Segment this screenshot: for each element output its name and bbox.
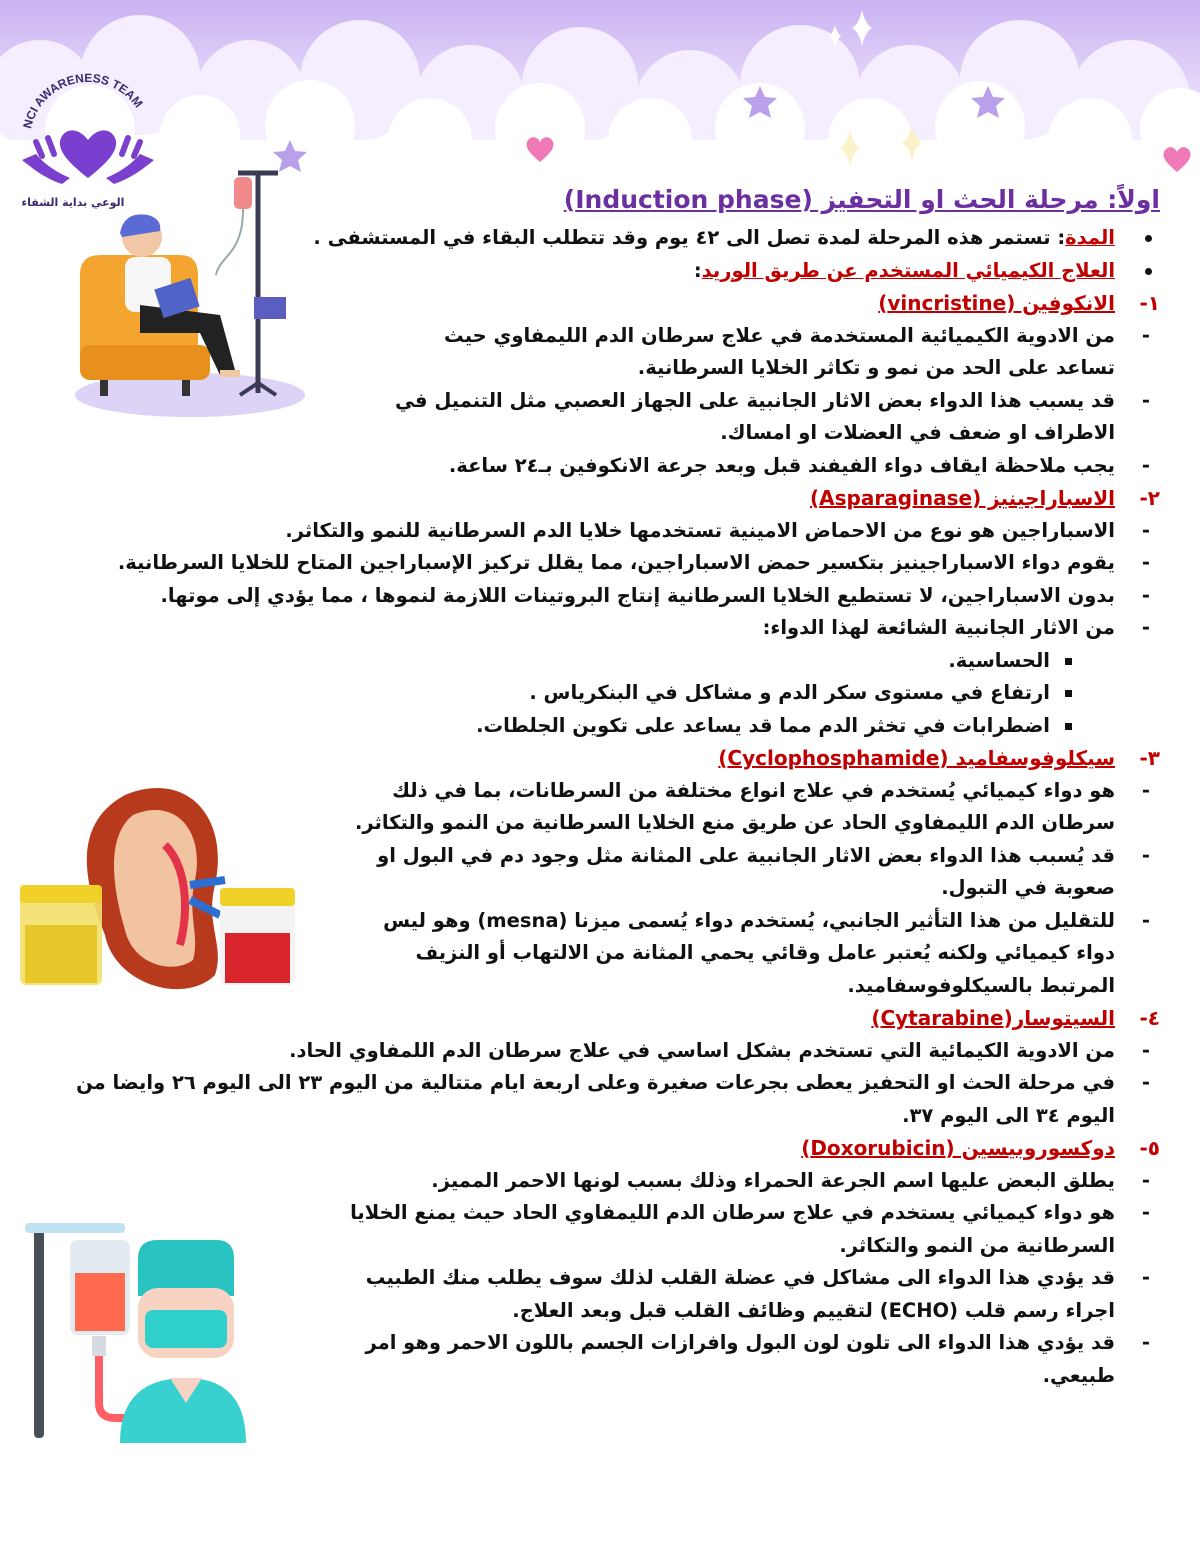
drug-name: السيتوسار(Cytarabine) bbox=[871, 1006, 1115, 1030]
page-title: اولاً: مرحلة الحث او التحفيز (Induction phase) bbox=[563, 185, 1160, 214]
list-item: - الاسباراجين هو نوع من الاحماض الامينية تستخدمها خلايا الدم السرطانية للنمو والتكاثر. bbox=[285, 518, 1150, 542]
drug-name: سيكلوفوسفاميد (Cyclophosphamide) bbox=[718, 746, 1115, 770]
drug-number: ٥- bbox=[1139, 1136, 1160, 1160]
list-item-text: الاسباراجين هو نوع من الاحماض الامينية تستخدمها خلايا الدم السرطانية للنمو والتكاثر. bbox=[285, 518, 1115, 542]
drug-name: الانكوفين (vincristine) bbox=[878, 291, 1115, 315]
list-item: - قد يؤدي هذا الدواء الى تلون لون البول وافرازات الجسم باللون الاحمر وهو امر طبيعي. bbox=[365, 1331, 1150, 1387]
list-item: - من الادوية الكيمائية التي تستخدم بشكل اساسي في علاج سرطان الدم اللمفاوي الحاد. bbox=[289, 1038, 1150, 1062]
side-effect-item: ارتفاع في مستوى سكر الدم و مشاكل في البنكرياس . bbox=[70, 677, 1160, 710]
list-item-text: للتقليل من هذا التأثير الجانبي، يُستخدم دواء يُسمى ميزنا (mesna) وهو ليس دواء كيميائي ولكنه يُعتبر عامل وقائي يحمي المثانة من الالتهاب أو النزيف المرتبط بالسيكلوفوسفاميد. bbox=[383, 908, 1115, 997]
list-item: - يجب ملاحظة ايقاف دواء الفيفند قبل وبعد جرعة الانكوفين بـ٢٤ ساعة. bbox=[448, 453, 1150, 477]
list-item-text: من الاثار الجانبية الشائعة لهذا الدواء: bbox=[762, 616, 1115, 639]
list-item-text: قد يؤدي هذا الدواء الى مشاكل في عضلة القلب لذلك سوف يطلب منك الطبيب اجراء رسم قلب (ECHO) لتقييم وظائف القلب قبل وبعد العلاج. bbox=[365, 1266, 1115, 1322]
list-item-text: بدون الاسباراجين، لا تستطيع الخلايا السرطانية إنتاج البروتينات اللازمة لنموها ، مما يؤدي إلى موتها. bbox=[160, 583, 1115, 607]
list-item: - قد يُسبب هذا الدواء بعض الاثار الجانبية على المثانة مثل وجود دم في البول او صعوبة في التبول. bbox=[377, 843, 1150, 899]
list-item: - في مرحلة الحث او التحفيز يعطى بجرعات صغيرة وعلى اربعة ايام متتالية من اليوم ٢٣ الى اليوم ٢٦ وايضا من اليوم ٣٤ الى اليوم ٣٧. bbox=[76, 1071, 1150, 1127]
drug-number: ١- bbox=[1139, 291, 1160, 315]
list-item-text: هو دواء كيميائي يستخدم في علاج سرطان الدم الليمفاوي الحاد حيث يمنع الخلايا السرطانية من النمو والتكاثر. bbox=[350, 1201, 1115, 1257]
list-item-text: قد يُسبب هذا الدواء بعض الاثار الجانبية على المثانة مثل وجود دم في البول او صعوبة في التبول. bbox=[377, 843, 1115, 899]
side-effect-item: اضطرابات في تخثر الدم مما قد يساعد على تكوين الجلطات. bbox=[70, 710, 1160, 743]
list-item-text: يقوم دواء الاسباراجينيز بتكسير حمض الاسباراجين، مما يقلل تركيز الإسباراجين المتاح للخلايا السرطانية. bbox=[117, 551, 1115, 574]
list-item-text: قد يسبب هذا الدواء بعض الاثار الجانبية على الجهاز العصبي مثل التنميل في الاطراف او ضعف في العضلات او امساك. bbox=[395, 388, 1115, 444]
list-item-text: يجب ملاحظة ايقاف دواء الفيفند قبل وبعد جرعة الانكوفين بـ٢٤ ساعة. bbox=[448, 453, 1115, 477]
list-item: - قد يؤدي هذا الدواء الى مشاكل في عضلة القلب لذلك سوف يطلب منك الطبيب اجراء رسم قلب (ECHO) لتقييم وظائف القلب قبل وبعد العلاج. bbox=[365, 1266, 1150, 1322]
list-item-text: هو دواء كيميائي يُستخدم في علاج انواع مختلفة من السرطانات، بما في ذلك سرطان الدم الليمفاوي الحاد عن طريق منع الخلايا السرطانية من النمو والتكاثر. bbox=[354, 778, 1115, 834]
drug-number: ٢- bbox=[1139, 486, 1160, 510]
side-effect-item: الحساسية. bbox=[70, 645, 1160, 678]
list-item-text: من الادوية الكيمائية التي تستخدم بشكل اساسي في علاج سرطان الدم اللمفاوي الحاد. bbox=[289, 1038, 1115, 1062]
drug-heading-asparaginase bbox=[70, 482, 1160, 515]
cloud-header-decoration bbox=[0, 0, 1200, 175]
drug-name: دوكسوروبيسين (Doxorubicin) bbox=[801, 1136, 1115, 1160]
logo-tagline: الوعي بداية الشفاء bbox=[21, 196, 125, 209]
list-item-text: قد يؤدي هذا الدواء الى تلون لون البول وافرازات الجسم باللون الاحمر وهو امر طبيعي. bbox=[365, 1331, 1115, 1387]
list-item: - من الادوية الكيميائية المستخدمة في علاج سرطان الدم الليمفاوي حيث تساعد على الحد من نمو و تكاثر الخلايا السرطانية. bbox=[444, 323, 1150, 379]
drug-heading-cytarabine bbox=[70, 1002, 1160, 1035]
drug-heading-cyclophosphamide bbox=[70, 742, 1160, 775]
list-item: - يقوم دواء الاسباراجينيز بتكسير حمض الاسباراجين، مما يقلل تركيز الإسباراجين المتاح للخلايا السرطانية. bbox=[117, 551, 1150, 574]
iv-heading-colon: : bbox=[693, 258, 702, 282]
svg-text:NCI AWARENESS TEAM bbox=[20, 71, 145, 130]
duration-label: المدة bbox=[1065, 226, 1115, 249]
list-item: - من الاثار الجانبية الشائعة لهذا الدواء: bbox=[762, 616, 1150, 639]
drug-number: ٣- bbox=[1139, 746, 1160, 770]
list-item: - للتقليل من هذا التأثير الجانبي، يُستخدم دواء يُسمى ميزنا (mesna) وهو ليس دواء كيميائي ولكنه يُعتبر عامل وقائي يحمي المثانة من الالتهاب أو النزيف المرتبط بالسيكلوفوسفاميد. bbox=[383, 908, 1150, 997]
list-item-text: في مرحلة الحث او التحفيز يعطى بجرعات صغيرة وعلى اربعة ايام متتالية من اليوم ٢٣ الى اليوم ٢٦ وايضا من اليوم ٣٤ الى اليوم ٣٧. bbox=[76, 1071, 1115, 1127]
drug-heading-vincristine bbox=[70, 287, 1160, 320]
list-item-text: يطلق البعض عليها اسم الجرعة الحمراء وذلك بسبب لونها الاحمر المميز. bbox=[431, 1168, 1115, 1192]
document-body bbox=[70, 180, 1160, 1392]
list-item: - يطلق البعض عليها اسم الجرعة الحمراء وذلك بسبب لونها الاحمر المميز. bbox=[431, 1168, 1150, 1192]
iv-heading: العلاج الكيميائي المستخدم عن طريق الوريد bbox=[701, 258, 1115, 282]
list-item: - هو دواء كيميائي يُستخدم في علاج انواع مختلفة من السرطانات، بما في ذلك سرطان الدم الليمفاوي الحاد عن طريق منع الخلايا السرطانية من النمو والتكاثر. bbox=[354, 778, 1150, 834]
drug-heading-doxorubicin bbox=[70, 1132, 1160, 1165]
drug-number: ٤- bbox=[1139, 1006, 1160, 1030]
drug-name: الاسباراجينيز (Asparaginase) bbox=[810, 486, 1115, 510]
logo-team-name: NCI AWARENESS TEAM bbox=[20, 70, 146, 130]
list-item: - هو دواء كيميائي يستخدم في علاج سرطان الدم الليمفاوي الحاد حيث يمنع الخلايا السرطانية من النمو والتكاثر. bbox=[350, 1201, 1150, 1257]
iv-heading-bullet bbox=[70, 255, 1160, 288]
list-item: - قد يسبب هذا الدواء بعض الاثار الجانبية على الجهاز العصبي مثل التنميل في الاطراف او ضعف في العضلات او امساك. bbox=[395, 388, 1150, 444]
duration-text: : تستمر هذه المرحلة لمدة تصل الى ٤٢ يوم وقد تتطلب البقاء في المستشفى . bbox=[313, 226, 1066, 249]
list-item: - بدون الاسباراجين، لا تستطيع الخلايا السرطانية إنتاج البروتينات اللازمة لنموها ، مما يؤدي إلى موتها. bbox=[160, 583, 1150, 607]
duration-bullet bbox=[70, 222, 1160, 255]
list-item-text: من الادوية الكيميائية المستخدمة في علاج سرطان الدم الليمفاوي حيث تساعد على الحد من نمو و تكاثر الخلايا السرطانية. bbox=[444, 323, 1115, 379]
